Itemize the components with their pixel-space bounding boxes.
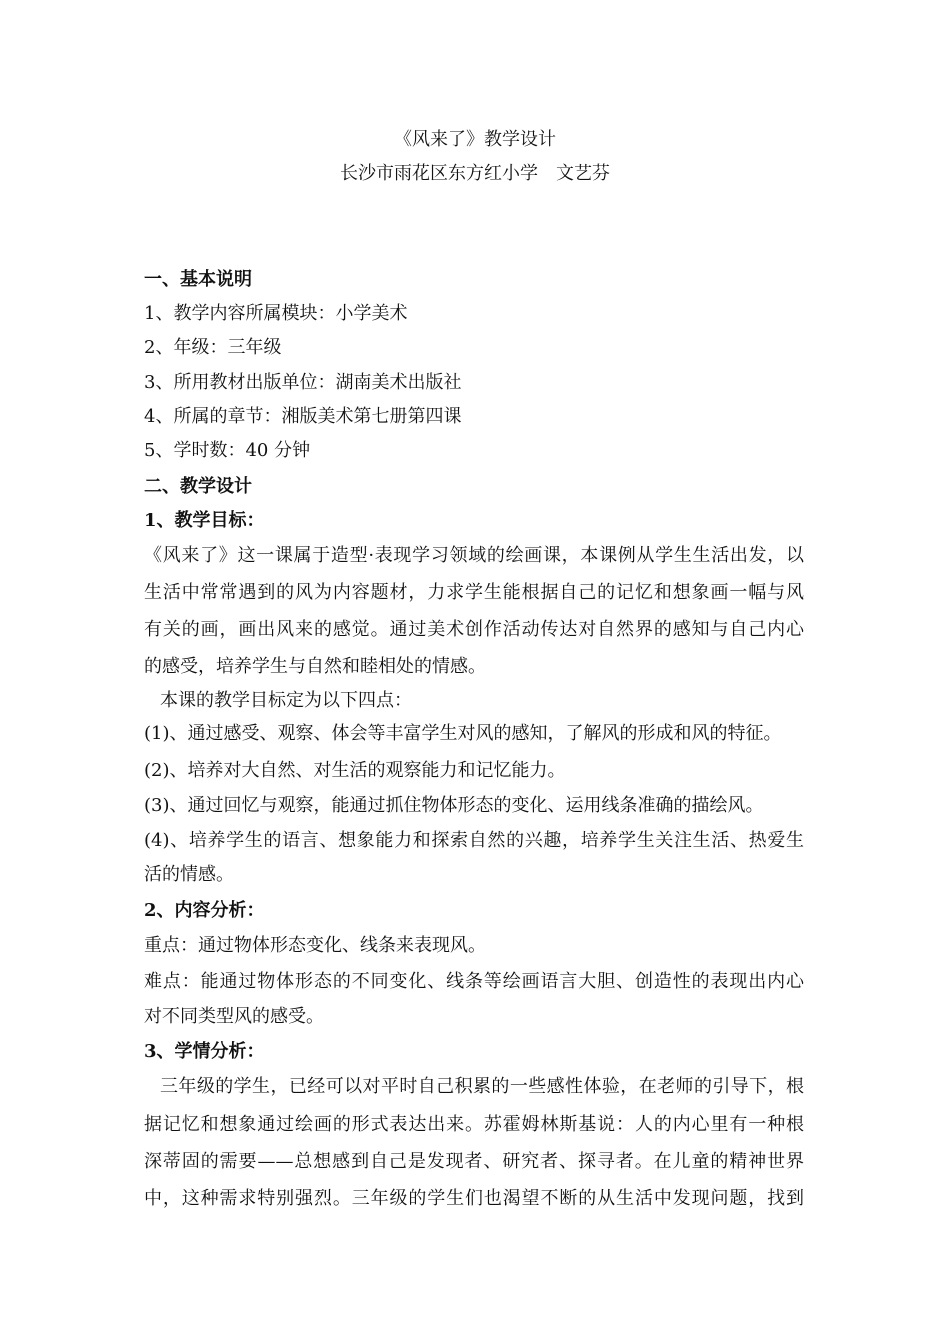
paragraph-line: 有关的画，画出风来的感觉。通过美术创作活动传达对自然界的感知与自己内心: [144, 619, 804, 640]
info-item: 5、学时数：40 分钟: [144, 440, 311, 461]
info-item: 4、所属的章节：湘版美术第七册第四课: [144, 406, 462, 427]
document-author: 长沙市雨花区东方红小学 文艺芬: [340, 163, 610, 184]
section-heading-design: 二、教学设计: [144, 476, 252, 497]
goals-intro: 本课的教学目标定为以下四点：: [160, 690, 412, 711]
goal-point: (1)、通过感受、观察、体会等丰富学生对风的感知，了解风的形成和风的特征。: [144, 723, 782, 744]
info-item: 3、所用教材出版单位：湖南美术出版社: [144, 372, 462, 393]
info-item: 2、年级：三年级: [144, 337, 282, 358]
goal-point: (4)、培养学生的语言、想象能力和探索自然的兴趣，培养学生关注生活、热爱生: [144, 830, 804, 851]
goal-point: (2)、培养对大自然、对生活的观察能力和记忆能力。: [144, 760, 566, 781]
paragraph-line: 生活中常常遇到的风为内容题材，力求学生能根据自己的记忆和想象画一幅与风: [144, 582, 804, 603]
paragraph-line: 《风来了》这一课属于造型·表现学习领域的绘画课，本课例从学生生活出发，以: [144, 545, 804, 566]
content-line: 对不同类型风的感受。: [144, 1006, 324, 1027]
learners-line: 中，这种需求特别强烈。三年级的学生们也渴望不断的从生活中发现问题，找到: [144, 1188, 804, 1209]
subheading-content: 2、内容分析：: [144, 900, 265, 921]
document-title: 《风来了》教学设计: [394, 129, 556, 150]
learners-line: 三年级的学生，已经可以对平时自己积累的一些感性体验，在老师的引导下，根: [160, 1076, 804, 1097]
learners-line: 据记忆和想象通过绘画的形式表达出来。苏霍姆林斯基说：人的内心里有一种根: [144, 1114, 804, 1135]
goal-point: 活的情感。: [144, 864, 234, 885]
content-line: 难点：能通过物体形态的不同变化、线条等绘画语言大胆、创造性的表现出内心: [144, 971, 804, 992]
section-heading-basic: 一、基本说明: [144, 269, 252, 290]
learners-line: 深蒂固的需要——总想感到自己是发现者、研究者、探寻者。在儿童的精神世界: [144, 1151, 804, 1172]
goal-point: (3)、通过回忆与观察，能通过抓住物体形态的变化、运用线条准确的描绘风。: [144, 795, 764, 816]
subheading-goals: 1、教学目标：: [144, 510, 265, 531]
paragraph-line: 的感受，培养学生与自然和睦相处的情感。: [144, 656, 486, 677]
info-item: 1、教学内容所属模块：小学美术: [144, 303, 408, 324]
subheading-learners: 3、学情分析：: [144, 1041, 265, 1062]
content-line: 重点：通过物体形态变化、线条来表现风。: [144, 935, 486, 956]
